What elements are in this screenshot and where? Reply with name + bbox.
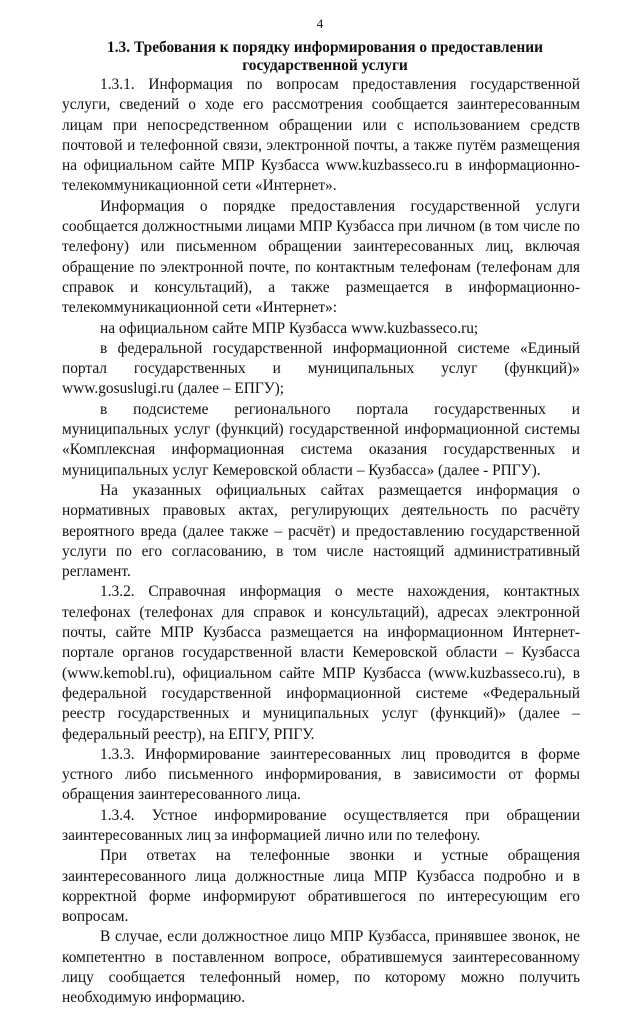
paragraph-1-3-3: 1.3.3. Информирование заинтересованных лиц проводится в форме устного либо письменного информирования, в зависимости от формы обращения заинтересованного лица. [62,745,580,804]
paragraph-info-procedure: Информация о порядке предоставления государственной услуги сообщается должностными лицами МПР Кузбасса при личном (в том числе по телефону) или письменном обращении заинтересованных лиц, включая обращение по электронной почте, по контактным телефонам (телефонам для справок и консультаций), а также размещается в информационно-телекоммуникационной сети «Интернет»: [62,197,580,317]
paragraph-1-3-1: 1.3.1. Информация по вопросам предоставления государственной услуги, сведений о ходе его рассмотрения сообщается заинтересованным лицам при непосредственном обращении или с использованием средств почтовой и телефонной связи, электронной почты, а также путём размещения на официальном сайте МПР Кузбасса www.kuzbasseco.ru в информационно-телекоммуникационной сети «Интернет». [62,76,580,195]
paragraph-phone-answers: При ответах на телефонные звонки и устные обращения заинтересованного лица должностные лица МПР Кузбасса подробно и в корректной форме информируют обратившегося по интересующим его вопросам. [62,847,580,926]
paragraph-rpgu: в подсистеме регионального портала государственных и муниципальных услуг (функций) государственной информационной системы «Комплексная информационная система оказания государственных и муниципальных услуг Кемеровской области – Кузбасса» (далее - РПГУ). [62,400,580,479]
paragraph-epgu: в федеральной государственной информационной системе «Единый портал государственных и муниципальных услуг (функций)» www.gosuslugi.ru (далее – ЕПГУ); [62,339,580,398]
document-body [62,75,580,1009]
paragraph-1-3-2: 1.3.2. Справочная информация о месте нахождения, контактных телефонах (телефонах для справок и консультаций), адресах электронной почты, сайте МПР Кузбасса размещается на информационном Интернет-портале органов государственной власти Кемеровской области – Кузбасса (www.kemobl.ru), официальном сайте МПР Кузбасса (www.kuzbasseco.ru), в федеральной государственной информационной системе «Федеральный реестр государственных и муниципальных услуг (функций)» (далее – федеральный реестр), на ЕПГУ, РПГУ. [62,583,580,743]
paragraph-incompetent-case: В случае, если должностное лицо МПР Кузбасса, принявшее звонок, не компетентно в поставленном вопросе, обратившемуся заинтересованному лицу сообщается телефонный номер, по которому можно получить необходимую информацию. [62,928,580,1007]
paragraph-1-3-4: 1.3.4. Устное информирование осуществляется при обращении заинтересованных лиц за информацией лично или по телефону. [62,806,580,844]
section-heading [85,39,565,75]
section-heading-line-1: 1.3. Требования к порядку информирования о предоставлении [107,39,543,56]
page-number: 4 [316,16,324,31]
section-heading-line-2: государственной услуги [242,57,408,74]
paragraph-official-site: на официальном сайте МПР Кузбасса www.kuzbasseco.ru; [100,319,479,337]
paragraph-official-sites-info: На указанных официальных сайтах размещается информация о нормативных правовых актах, регулирующих деятельность по расчёту вероятного вреда (далее также – расчёт) и предоставлению государственной услуги по его согласованию, в том числе настоящий административный регламент. [62,481,580,581]
